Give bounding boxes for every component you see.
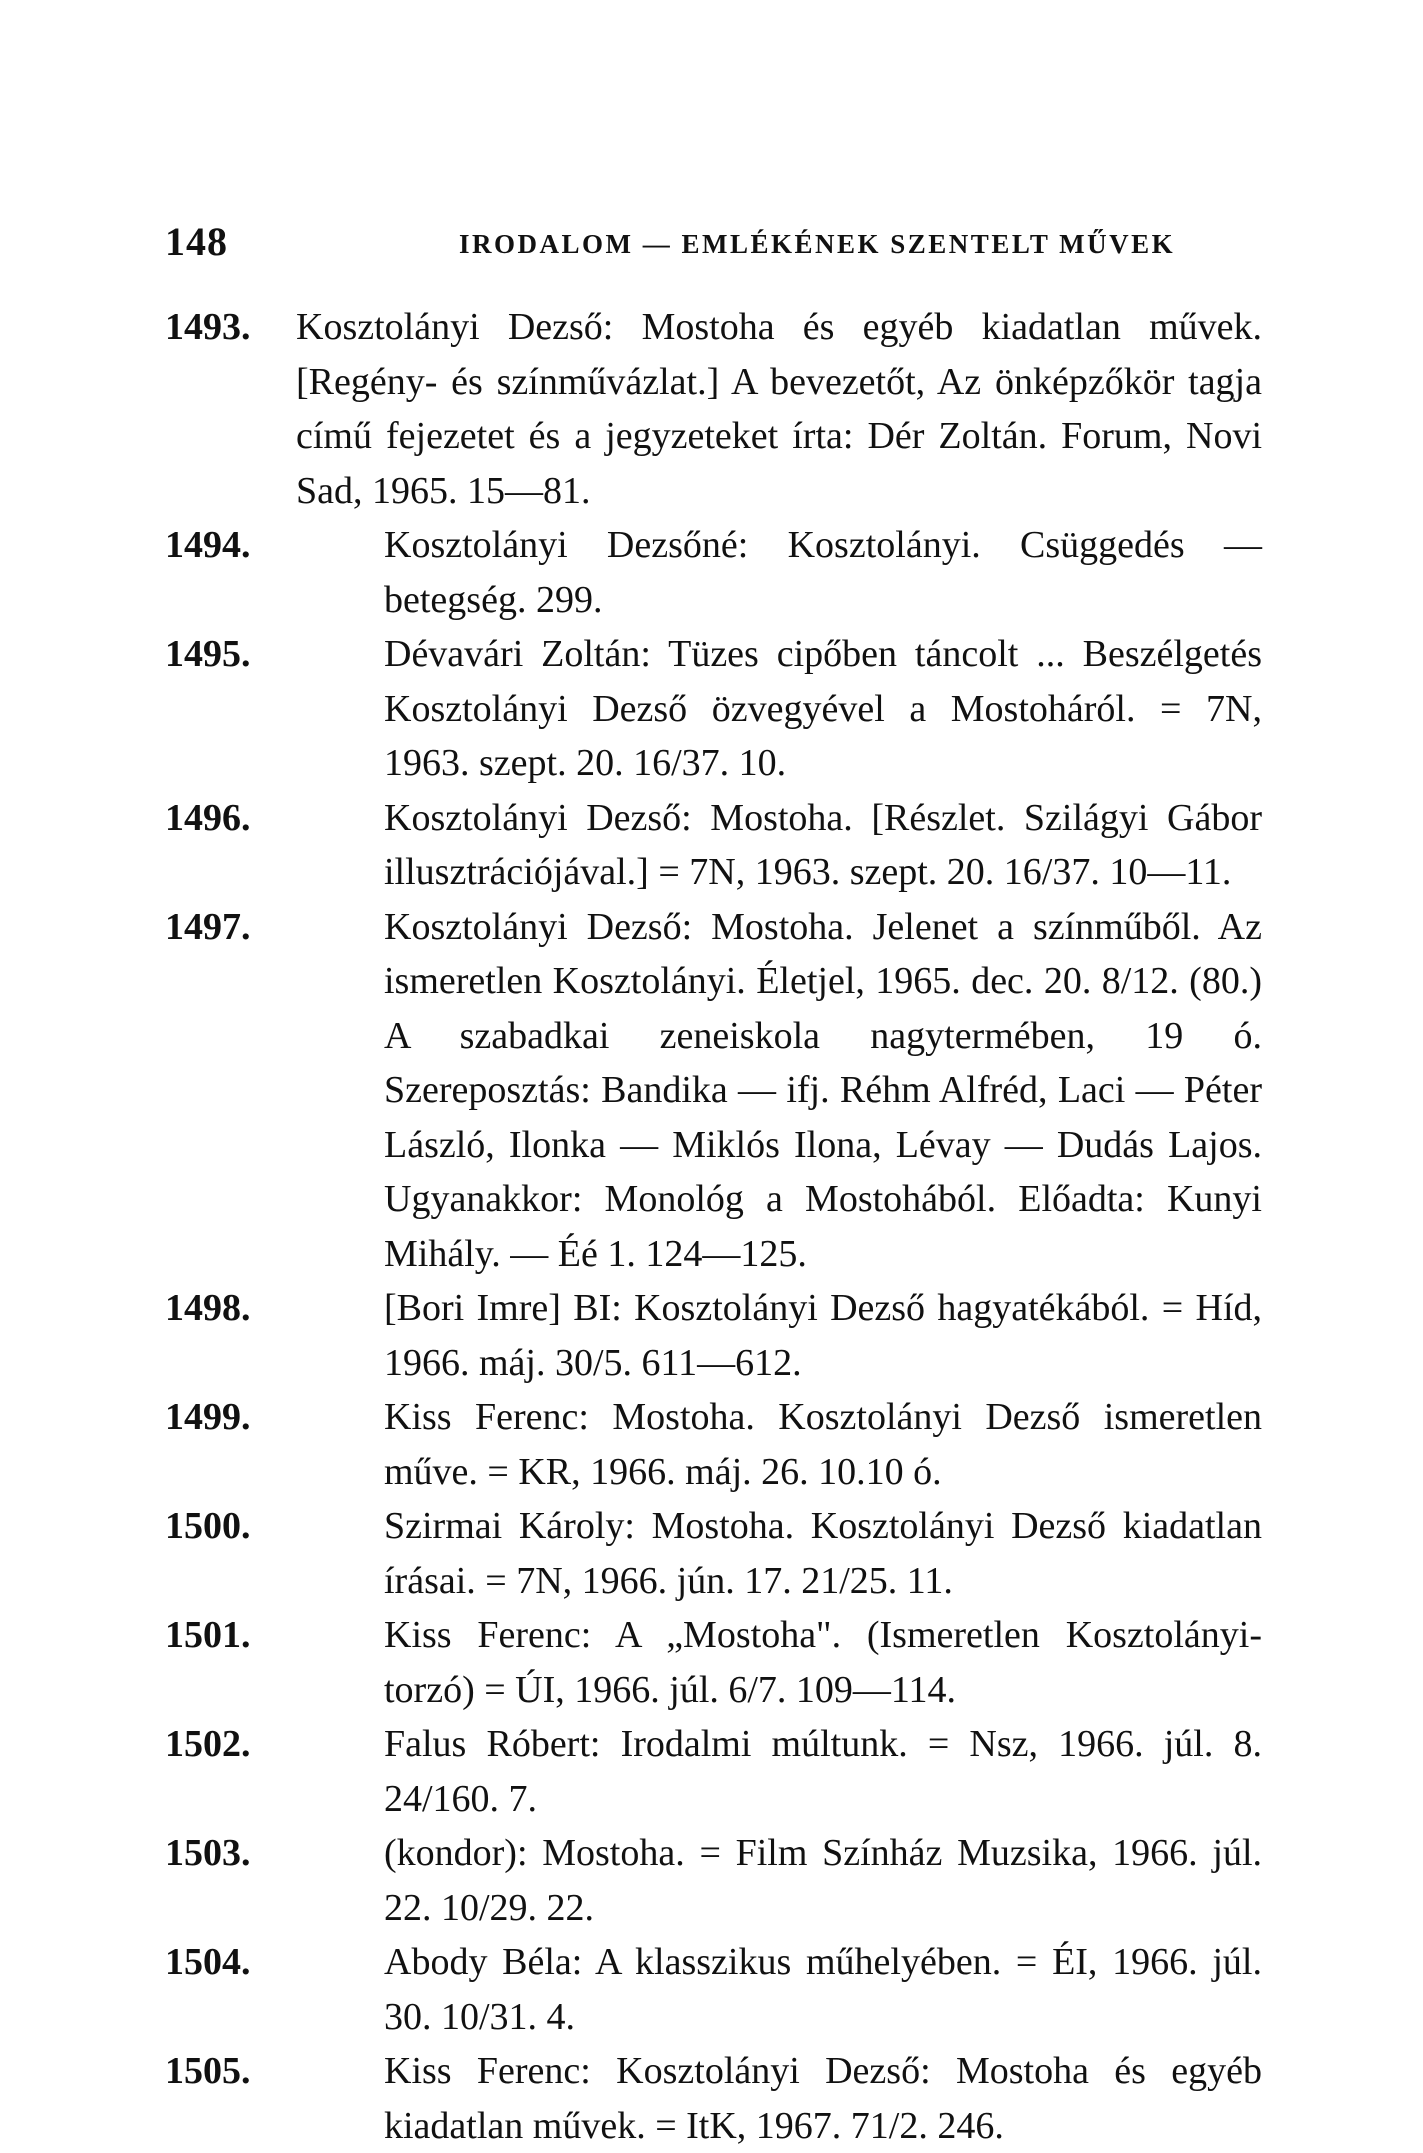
- entry-number: 1494.: [165, 524, 251, 566]
- entry-text: Kosztolányi Dezső: Mostoha. Jelenet a színműből. Az ismeretlen Kosztolányi. Életjel, 1965. dec. 20. 8/12. (80.) A szabadkai zeneiskola nagytermében, 19 ó. Szereposztás: Bandika — ifj. Réhm Alfréd, Laci — Péter László, Ilonka — Miklós Ilona, Lévay — Dudás Lajos. Ugyanakkor: Monológ a Mostohából. Előadta: Kunyi Mihály. — Éé 1. 124—125.: [384, 905, 1262, 1275]
- entry-number: 1503.: [165, 1832, 251, 1874]
- page-header: [165, 218, 1265, 268]
- entry-number: 1498.: [165, 1287, 251, 1329]
- entry-number: 1502.: [165, 1723, 251, 1765]
- bibliography-entry: [0, 1281, 1423, 1390]
- entry-number: 1499.: [165, 1396, 251, 1438]
- page-number: 148: [165, 219, 228, 264]
- entry-text: Kosztolányi Dezső: Mostoha és egyéb kiadatlan művek. [Regény- és színművázlat.] A bevezetőt, Az önképzőkör tagja című fejezetet és a jegyzeteket írta: Dér Zoltán. Forum, Novi Sad, 1965. 15—81.: [296, 306, 1262, 512]
- entry-number: 1493.: [165, 306, 251, 348]
- running-title: IRODALOM — EMLÉKÉNEK SZENTELT MŰVEK: [459, 229, 1176, 259]
- entry-number: 1501.: [165, 1614, 251, 1656]
- bibliography-entry: [0, 1935, 1423, 2044]
- entry-text: [Bori Imre] BI: Kosztolányi Dezső hagyatékából. = Híd, 1966. máj. 30/5. 611—612.: [384, 1287, 1262, 1384]
- entry-text: Szirmai Károly: Mostoha. Kosztolányi Dezső kiadatlan írásai. = 7N, 1966. jún. 17. 21/25. 11.: [384, 1505, 1262, 1602]
- entry-number: 1504.: [165, 1941, 251, 1983]
- bibliography-entry: [0, 1390, 1423, 1499]
- entry-text: Kosztolányi Dezső: Mostoha. [Részlet. Szilágyi Gábor illusztrációjával.] = 7N, 1963. szept. 20. 16/37. 10—11.: [384, 796, 1262, 893]
- bibliography-entry: [0, 1717, 1423, 1826]
- bibliography-entry: [0, 791, 1423, 900]
- bibliography-list: [0, 300, 1423, 2153]
- entry-text: Kosztolányi Dezsőné: Kosztolányi. Csüggedés — betegség. 299.: [384, 524, 1262, 621]
- bibliography-entry: [0, 1826, 1423, 1935]
- bibliography-entry: [0, 300, 1423, 518]
- bibliography-entry: [0, 2044, 1423, 2153]
- entry-number: 1500.: [165, 1505, 251, 1547]
- entry-text: Falus Róbert: Irodalmi múltunk. = Nsz, 1966. júl. 8. 24/160. 7.: [384, 1723, 1262, 1820]
- bibliography-entry: [0, 900, 1423, 1282]
- bibliography-entry: [0, 627, 1423, 791]
- entry-text: Kiss Ferenc: Mostoha. Kosztolányi Dezső ismeretlen műve. = KR, 1966. máj. 26. 10.10 ó.: [384, 1396, 1262, 1493]
- entry-number: 1505.: [165, 2050, 251, 2092]
- entry-text: Abody Béla: A klasszikus műhelyében. = ÉI, 1966. júl. 30. 10/31. 4.: [384, 1941, 1262, 2038]
- entry-text: Kiss Ferenc: A „Mostoha". (Ismeretlen Kosztolányi-torzó) = ÚI, 1966. júl. 6/7. 109—114.: [384, 1614, 1262, 1711]
- entry-text: Kiss Ferenc: Kosztolányi Dezső: Mostoha és egyéb kiadatlan művek. = ItK, 1967. 71/2. 246.: [384, 2050, 1262, 2147]
- bibliography-entry: [0, 518, 1423, 627]
- entry-number: 1496.: [165, 796, 251, 839]
- entry-number: 1497.: [165, 905, 251, 948]
- entry-text: Dévavári Zoltán: Tüzes cipőben táncolt ... Beszélgetés Kosztolányi Dezső özvegyével a Mostoháról. = 7N, 1963. szept. 20. 16/37. 10.: [384, 633, 1262, 784]
- bibliography-entry: [0, 1608, 1423, 1717]
- entry-number: 1495.: [165, 633, 251, 675]
- entry-text: (kondor): Mostoha. = Film Színház Muzsika, 1966. júl. 22. 10/29. 22.: [384, 1832, 1262, 1929]
- bibliography-entry: [0, 1499, 1423, 1608]
